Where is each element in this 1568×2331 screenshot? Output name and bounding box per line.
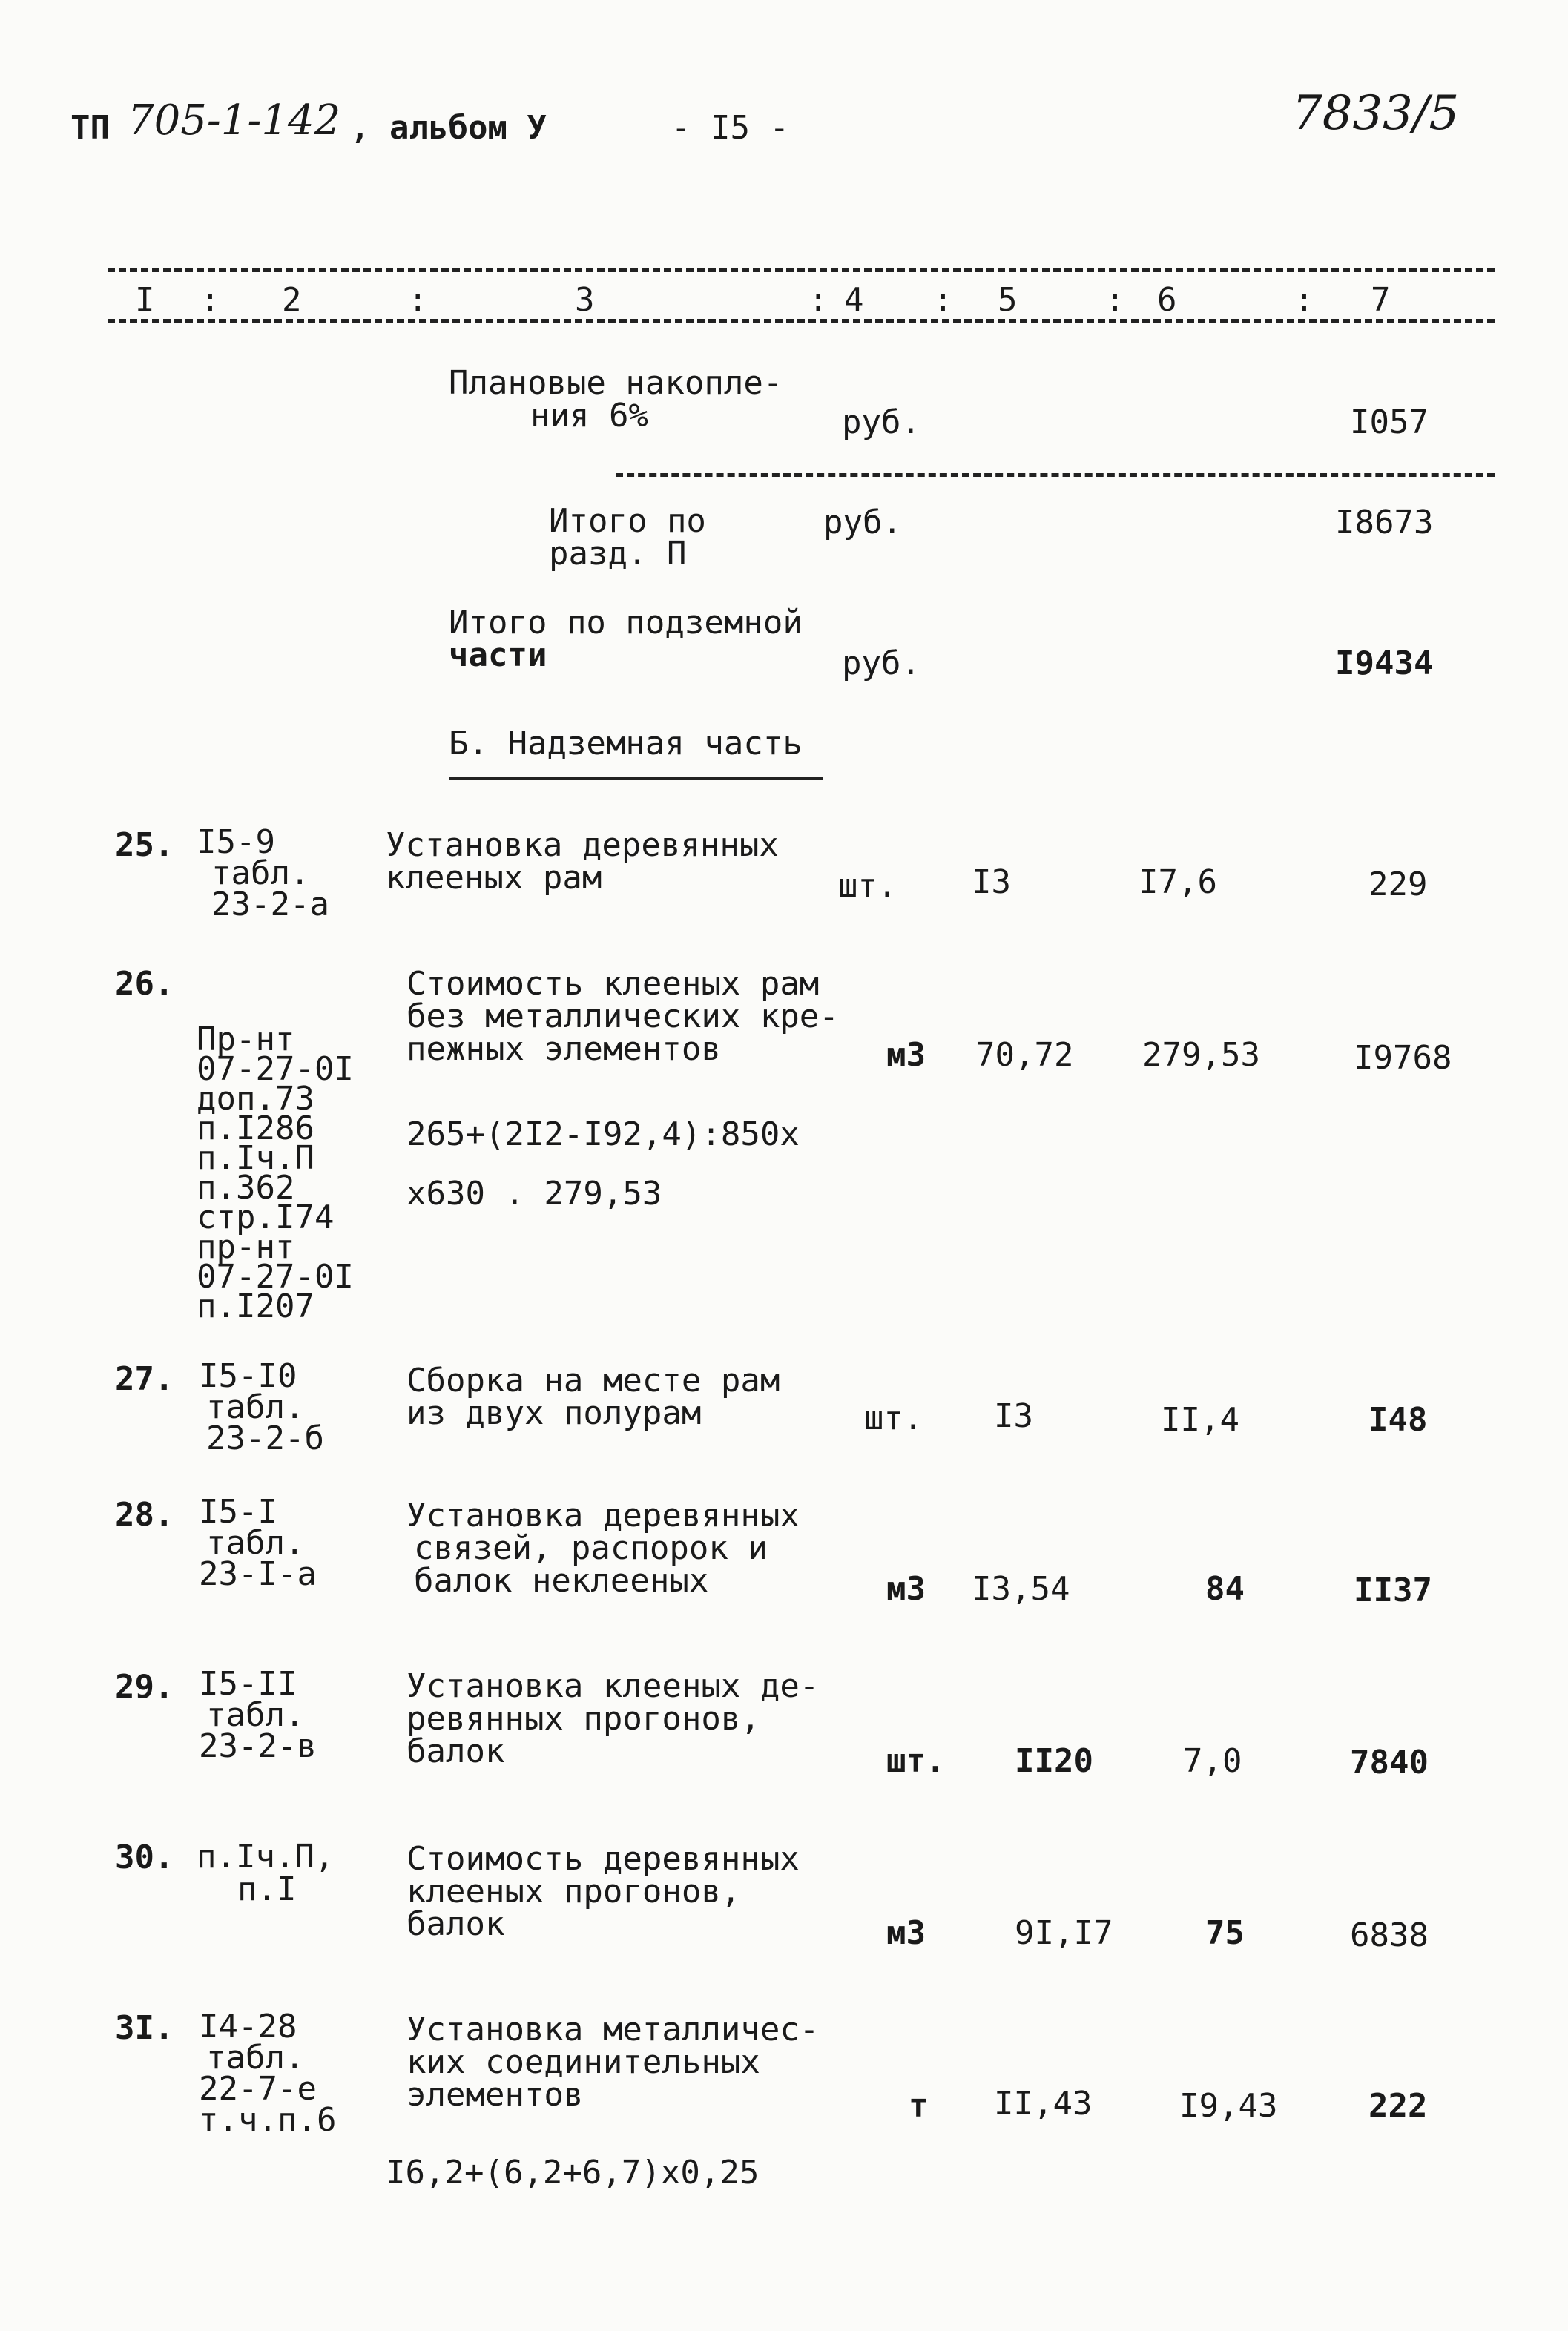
row-total: 7840: [1350, 1744, 1429, 1781]
section-total-unit: руб.: [823, 504, 902, 541]
row-description: Установка металличес- ких соединительных элементов: [406, 2011, 820, 2114]
album-label: , альбом У: [350, 109, 547, 147]
row-number: 3I.: [115, 2009, 174, 2047]
row-code: I5-I0 табл. 23-2-б: [199, 1357, 324, 1457]
planned-savings-total: I057: [1350, 403, 1429, 441]
row-formula: 265+(2I2-I92,4):850х х630 . 279,53: [406, 1115, 800, 1213]
column-separator: :: [1294, 281, 1314, 319]
row-price: I9,43: [1179, 2087, 1278, 2125]
row-unit: т: [909, 2087, 929, 2125]
column-separator: :: [933, 281, 953, 319]
row-total: 229: [1368, 866, 1428, 903]
sheet-number-handwritten: 7833/5: [1292, 86, 1460, 141]
row-total: 6838: [1350, 1916, 1429, 1954]
row-description: Установка деревянных связей, распорок и балок неклееных: [406, 1497, 800, 1600]
underground-total-value: I9434: [1335, 644, 1434, 682]
row-code: I5-9 табл. 23-2-а: [197, 823, 329, 923]
project-number-handwritten: 705-1-142: [128, 96, 341, 145]
row-unit: м3: [886, 1570, 926, 1608]
row-number: 29.: [115, 1668, 174, 1706]
row-total: II37: [1354, 1572, 1432, 1609]
planned-savings-unit: руб.: [842, 403, 920, 441]
header-top-rule: [108, 268, 1495, 272]
row-unit: шт.: [886, 1742, 946, 1780]
row-quantity: I3: [972, 863, 1011, 901]
row-code: Пр-нт 07-27-0I доп.73 п.I286 п.Iч.П п.362 стр.I74 пр-нт 07-27-0I п.I207: [197, 1021, 354, 1325]
row-price: 84: [1205, 1570, 1245, 1608]
section-total-value: I8673: [1335, 504, 1434, 541]
row-code: I4-28 табл. 22-7-е т.ч.п.6: [199, 2008, 337, 2139]
row-quantity: II20: [1015, 1742, 1093, 1780]
row-quantity: II,43: [994, 2085, 1093, 2123]
row-number: 30.: [115, 1839, 174, 1876]
row-description: Установка деревянных клееных рам: [386, 826, 779, 897]
column-header: 2: [282, 281, 302, 319]
section-b-underline: [449, 777, 823, 780]
row-price: 279,53: [1142, 1036, 1260, 1074]
row-quantity: I3: [994, 1397, 1033, 1435]
column-header: 4: [844, 281, 864, 319]
row-price: 75: [1205, 1914, 1245, 1952]
row-unit: м3: [886, 1036, 926, 1074]
subtotal-rule: [616, 473, 1495, 477]
underground-total-unit: руб.: [842, 644, 920, 682]
section-total-label: Итого по разд. П: [549, 502, 706, 573]
row-unit: м3: [886, 1914, 926, 1952]
column-separator: :: [1105, 281, 1125, 319]
row-code: I5-I табл. 23-I-а: [199, 1493, 317, 1593]
column-header: 5: [998, 281, 1018, 319]
column-separator: :: [808, 281, 829, 319]
row-unit: шт.: [838, 867, 897, 905]
column-header: I: [135, 281, 155, 319]
row-description: Стоимость деревянных клееных прогонов, балок: [406, 1840, 800, 1943]
column-separator: :: [200, 281, 220, 319]
row-price: I7,6: [1139, 863, 1217, 901]
row-number: 27.: [115, 1360, 174, 1398]
row-total: I9768: [1354, 1039, 1452, 1077]
row-code: п.Iч.П, п.I: [197, 1838, 335, 1908]
row-description: Стоимость клееных рам без металлических кре- пежных элементов: [406, 965, 839, 1068]
planned-savings-label: Плановые накопле- ния 6%: [449, 364, 783, 435]
row-price: 7,0: [1183, 1742, 1242, 1780]
row-number: 28.: [115, 1496, 174, 1534]
row-quantity: 70,72: [975, 1036, 1074, 1074]
column-header: 7: [1371, 281, 1391, 319]
column-header: 3: [575, 281, 595, 319]
column-separator: :: [408, 281, 428, 319]
row-total: 222: [1368, 2087, 1428, 2125]
section-b-heading: Б. Надземная часть: [449, 725, 803, 762]
row-quantity: 9I,I7: [1015, 1914, 1113, 1952]
row-number: 25.: [115, 826, 174, 864]
row-description: Установка клееных де- ревянных прогонов, балок: [406, 1667, 820, 1770]
row-price: II,4: [1161, 1401, 1239, 1439]
row-description: Сборка на месте рам из двух полурам: [406, 1362, 780, 1432]
doc-prefix: ТП: [70, 109, 110, 147]
row-quantity: I3,54: [972, 1570, 1070, 1608]
header-bottom-rule: [108, 319, 1495, 323]
row-formula: I6,2+(6,2+6,7)х0,25: [386, 2154, 760, 2192]
page-number: - I5 -: [671, 109, 789, 147]
column-header: 6: [1157, 281, 1177, 319]
row-code: I5-II табл. 23-2-в: [199, 1665, 317, 1765]
underground-total-label: Итого по подземной части: [449, 604, 803, 674]
row-number: 26.: [115, 965, 174, 1003]
row-total: I48: [1368, 1401, 1428, 1439]
row-unit: шт.: [864, 1399, 923, 1437]
